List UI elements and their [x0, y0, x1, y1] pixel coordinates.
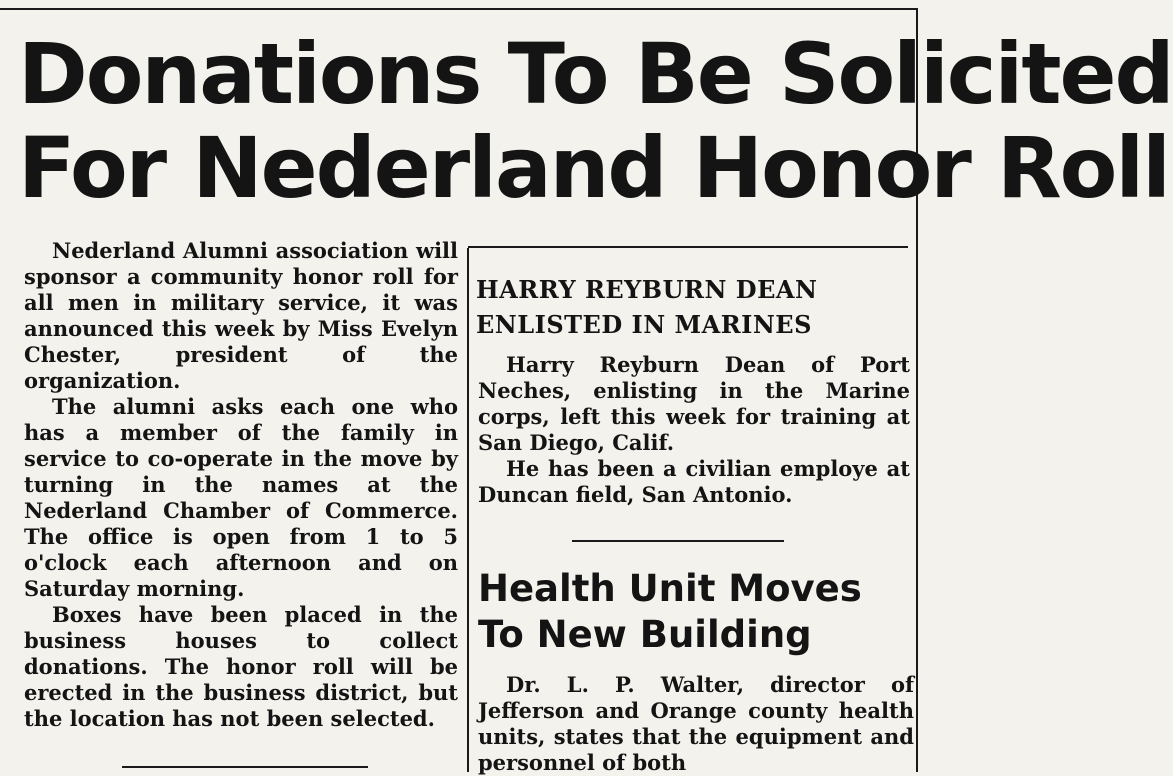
article-separator-rule — [572, 540, 784, 542]
article-paragraph: Harry Reyburn Dean of Port Neches, enlisting in the Marine corps, left this week for training at San Diego, Calif. — [478, 352, 910, 455]
main-headline-line-2: For Nederland Honor Roll — [18, 119, 1169, 217]
center-column-rule — [467, 248, 469, 772]
article-paragraph: Boxes have been placed in the business houses to collect donations. The honor roll will be erected in the business district, but the location has not been selected. — [24, 602, 458, 731]
top-rule — [0, 8, 918, 10]
honor-roll-article-body — [24, 238, 458, 732]
health-article-headline: Health Unit Moves To New Building — [478, 567, 862, 656]
article-paragraph: He has been a civilian employe at Duncan field, San Antonio. — [478, 456, 910, 507]
dean-article-headline: HARRY REYBURN DEAN ENLISTED IN MARINES — [476, 275, 818, 339]
dean-article-body — [478, 352, 910, 508]
main-headline-line-1: Donations To Be Solicited — [18, 25, 1173, 123]
article-paragraph: Dr. L. P. Walter, director of Jefferson and Orange county health units, states that the equipment and personnel of both — [478, 672, 914, 775]
health-article-body — [478, 672, 914, 776]
article-end-rule — [122, 766, 368, 768]
right-column-top-rule — [468, 246, 908, 248]
article-paragraph: Nederland Alumni association will sponsor a community honor roll for all men in military service, it was announced this week by Miss Evelyn Chester, president of the organization. — [24, 238, 458, 393]
article-paragraph: The alumni asks each one who has a member of the family in service to co-operate in the move by turning in the names at the Nederland Chamber of Commerce. The office is open from 1 to 5 o'clock each afternoon and on Saturday morning. — [24, 394, 458, 601]
